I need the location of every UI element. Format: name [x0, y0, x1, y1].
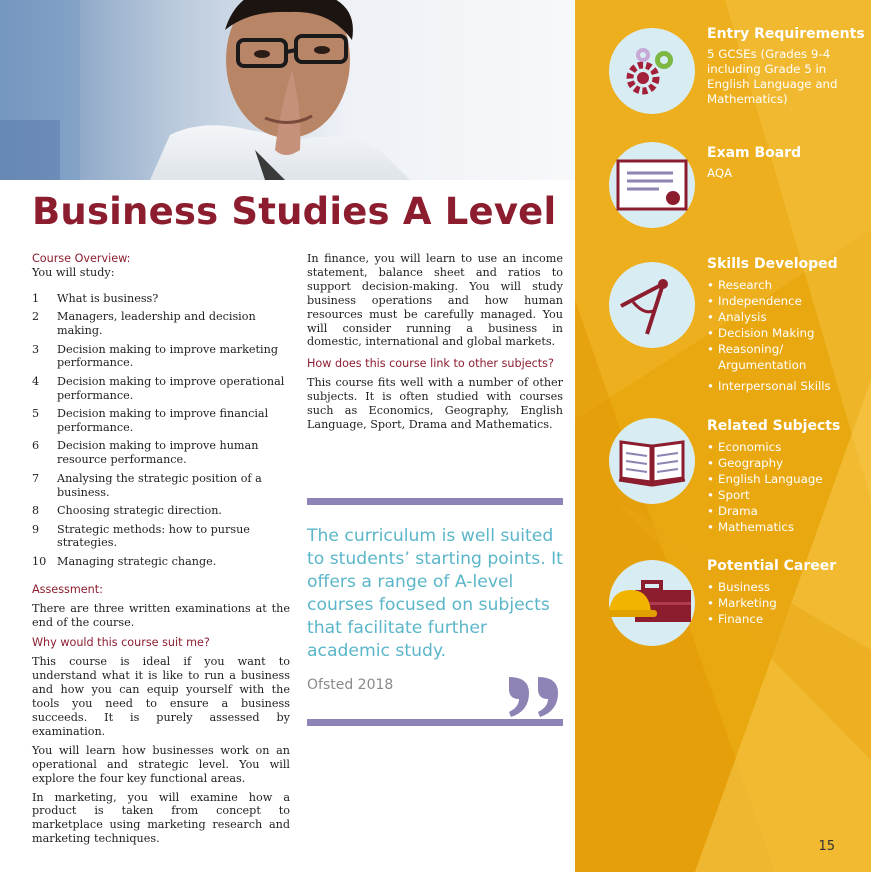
list-item: • Business	[707, 579, 867, 595]
topic-text: Decision making to improve financial performance.	[57, 407, 269, 435]
topic-number: 6	[32, 439, 40, 453]
related-list	[707, 439, 867, 535]
skills-section	[707, 256, 867, 394]
topic-text: Decision making to improve human resource performance.	[57, 439, 259, 467]
page-number: 15	[818, 839, 835, 854]
entry-requirements-section	[707, 26, 867, 107]
career-list	[707, 579, 867, 627]
topic-number: 5	[32, 407, 40, 421]
quotation-mark-icon	[505, 675, 563, 723]
overview-heading: Course Overview:	[32, 252, 131, 265]
related-heading: Related Subjects	[707, 418, 841, 434]
list-item	[32, 555, 290, 569]
topic-text: Managing strategic change.	[57, 554, 217, 568]
topic-text: Managers, leadership and decision making.	[57, 310, 256, 338]
list-item: • Finance	[707, 611, 867, 627]
topic-number: 3	[32, 342, 40, 356]
exam-board-section	[707, 145, 867, 181]
why-paragraph-1: This course is ideal if you want to understand what it is like to run a business and how you can equip yourself with the tools you need to ensure a business succeeds. It is purely assessed by examination.	[32, 655, 290, 738]
open-book-icon	[609, 418, 695, 504]
list-item	[32, 292, 290, 306]
topic-number: 7	[32, 471, 40, 485]
entry-heading: Entry Requirements	[707, 26, 865, 42]
list-item: • English Language	[707, 471, 867, 487]
list-item: • Drama	[707, 503, 867, 519]
topic-number: 8	[32, 504, 40, 518]
hardhat-toolbox-icon	[609, 560, 695, 646]
topic-number: 2	[32, 310, 40, 324]
assessment-text: There are three written examinations at the end of the course.	[32, 601, 290, 629]
list-item: • Marketing	[707, 595, 867, 611]
assessment-heading: Assessment:	[32, 582, 103, 596]
certificate-icon	[609, 142, 695, 228]
skills-heading: Skills Developed	[707, 256, 838, 272]
why-paragraph-3: In marketing, you will examine how a product is taken from concept to marketplace using marketing research and marketing techniques.	[32, 790, 290, 846]
list-item	[32, 504, 290, 518]
list-item: • Geography	[707, 455, 867, 471]
list-item: • Economics	[707, 439, 867, 455]
career-heading: Potential Career	[707, 558, 837, 574]
ofsted-quote	[307, 498, 563, 726]
topic-text: What is business?	[57, 291, 159, 305]
list-item: • Research	[707, 277, 867, 293]
overview-intro: You will study:	[32, 265, 115, 279]
board-heading: Exam Board	[707, 145, 802, 161]
list-item: • Interpersonal Skills	[707, 378, 867, 394]
middle-column	[307, 252, 563, 432]
gears-icon	[609, 28, 695, 114]
topic-list	[32, 292, 290, 569]
link-text: This course fits well with a number of other subjects. It is often studied with courses such as Economics, Geography, English Language, Sport, Drama and Mathematics.	[307, 376, 563, 431]
list-item: • Sport	[707, 487, 867, 503]
topic-text: Decision making to improve operational performance.	[57, 374, 285, 402]
why-paragraph-2: You will learn how businesses work on an operational and strategic level. You will explore the four key functional areas.	[32, 743, 290, 785]
quote-source: Ofsted 2018	[307, 677, 394, 693]
header-photo	[0, 0, 575, 180]
skills-list	[707, 277, 867, 394]
left-column	[32, 252, 290, 846]
entry-text: 5 GCSEs (Grades 9-4 including Grade 5 in English Language and Mathematics)	[707, 47, 838, 106]
why-heading: Why would this course suit me?	[32, 636, 210, 650]
list-item: • Reasoning/ Argumentation	[707, 341, 867, 378]
board-text: AQA	[707, 166, 733, 180]
list-item: • Decision Making	[707, 325, 867, 341]
list-item: • Independence	[707, 293, 867, 309]
list-item	[32, 310, 290, 338]
list-item: • Analysis	[707, 309, 867, 325]
list-item	[32, 375, 290, 403]
topic-number: 10	[32, 554, 47, 568]
potential-career-section	[707, 558, 867, 627]
topic-text: Strategic methods: how to pursue strategies.	[57, 522, 250, 550]
link-heading: How does this course link to other subjects?	[307, 357, 554, 371]
list-item	[32, 407, 290, 435]
topic-number: 9	[32, 522, 40, 536]
topic-text: Choosing strategic direction.	[57, 504, 222, 518]
related-subjects-section	[707, 418, 867, 535]
topic-text: Decision making to improve marketing performance.	[57, 342, 278, 370]
topic-text: Analysing the strategic position of a business.	[57, 471, 262, 499]
quote-text: The curriculum is well suited to students’ starting points. It offers a range of A-level courses focused on subjects that facilitate further academic study.	[307, 526, 563, 661]
topic-number: 4	[32, 374, 40, 388]
compass-icon	[609, 262, 695, 348]
finance-paragraph: In finance, you will learn to use an income statement, balance sheet and ratios to support decision-making. You will study business operations and how human resources must be carefully managed. You will consider running a business in domestic, international and global markets.	[307, 252, 563, 349]
list-item: • Mathematics	[707, 519, 867, 535]
topic-number: 1	[32, 291, 40, 305]
list-item	[32, 439, 290, 467]
list-item	[32, 472, 290, 500]
list-item	[32, 523, 290, 551]
page-title: Business Studies A Level	[32, 190, 557, 233]
list-item	[32, 343, 290, 371]
info-sidebar	[575, 0, 871, 872]
